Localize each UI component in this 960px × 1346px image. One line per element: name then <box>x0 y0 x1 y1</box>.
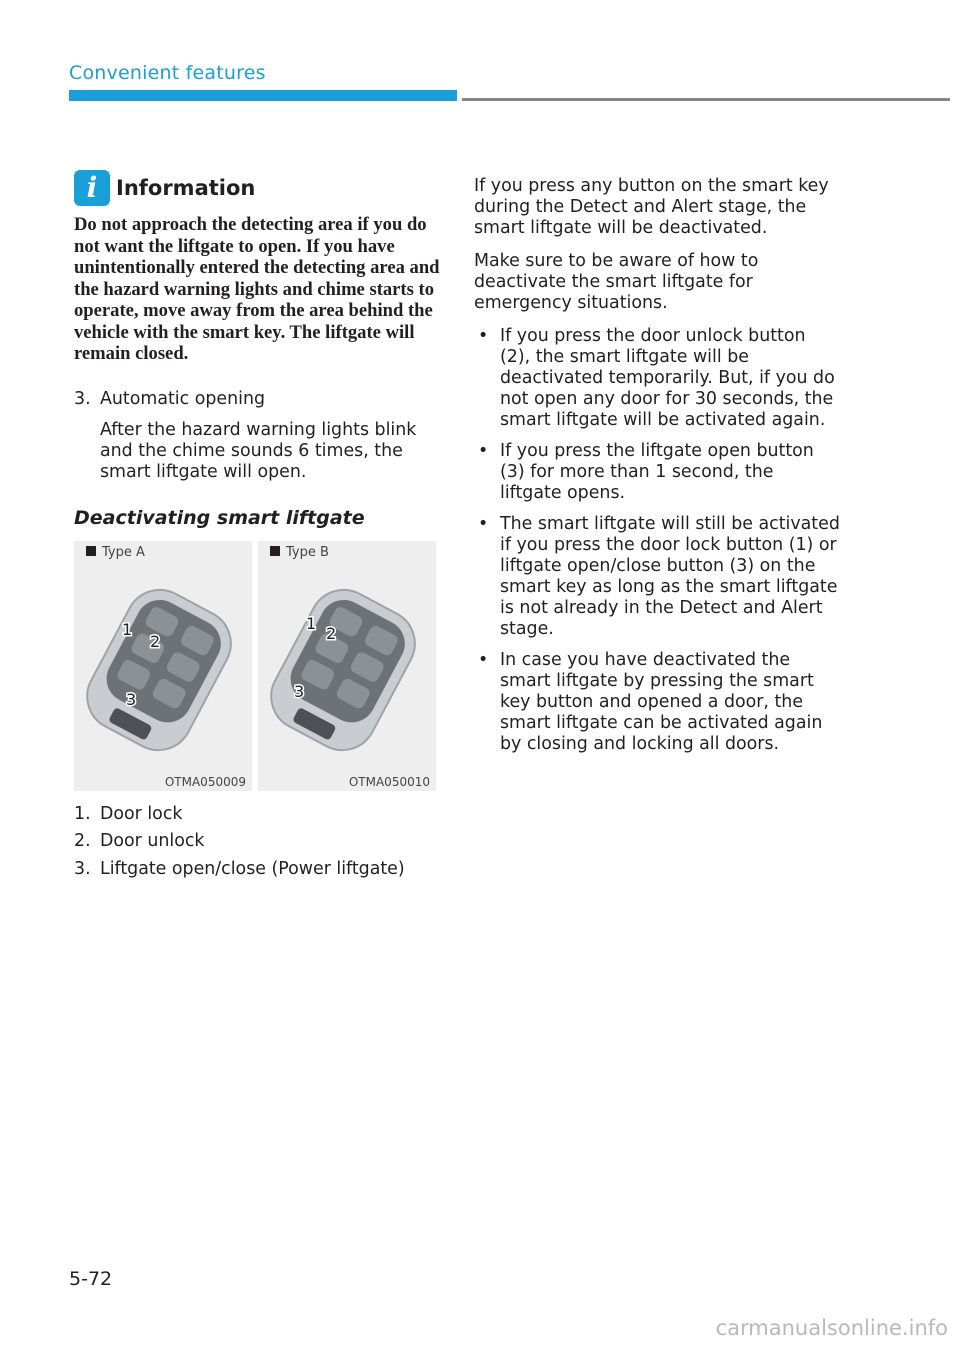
left-column <box>74 166 440 883</box>
section-header-title: Convenient features <box>69 62 266 84</box>
bullet-item: • If you press the liftgate open button (3) for more than 1 second, the liftgate opens. <box>478 441 814 503</box>
header-rule-blue <box>69 90 457 101</box>
bullet-list <box>474 326 840 755</box>
watermark: carmanualsonline.info <box>715 1316 948 1340</box>
figure-label: Type A <box>86 545 145 560</box>
step-3-description: After the hazard warning lights blink and the chime sounds 6 times, the smart liftgate will open. <box>100 419 417 482</box>
legend-item: 2. Door unlock <box>74 831 205 851</box>
button-legend <box>74 801 440 884</box>
smart-key-illustration <box>74 567 252 777</box>
square-bullet-icon <box>270 546 280 556</box>
page-number: 5-72 <box>69 1268 113 1290</box>
callout-3: 3 <box>294 681 305 701</box>
step-number: 3. <box>74 388 91 409</box>
callout-3: 3 <box>126 689 137 709</box>
step-label: Automatic opening <box>100 388 266 409</box>
bullet-icon: • <box>478 650 489 670</box>
bullet-icon: • <box>478 441 489 461</box>
callout-2: 2 <box>150 631 161 651</box>
bullet-item: • If you press the door unlock button (2), the smart liftgate will be deactivated temporarily. But, if you do not open any door for 30 seconds, the smart liftgate will be activated again. <box>478 326 835 430</box>
figure-type-b <box>258 541 436 791</box>
info-body: Do not approach the detecting area if you do not want the liftgate to open. If you have unintentionally entered the detecting area and the hazard warning lights and chime starts to operate, move away from the area behind the vehicle with the smart key. The liftgate will remain closed. <box>74 214 440 364</box>
figures-row <box>74 541 440 791</box>
figure-code: OTMA050009 <box>164 774 246 789</box>
bullet-item: • In case you have deactivated the smart liftgate by pressing the smart key button and opened a door, the smart liftgate can be activated again by closing and locking all doors. <box>478 650 823 754</box>
info-box <box>74 166 440 365</box>
callout-1: 1 <box>122 619 133 639</box>
figure-code: OTMA050010 <box>348 774 430 789</box>
bullet-item: • The smart liftgate will still be activated if you press the door lock button (1) or liftgate open/close button (3) on the smart key as long as the smart liftgate is not already in the Detect and Alert stage. <box>478 514 840 639</box>
square-bullet-icon <box>86 546 96 556</box>
information-icon: i <box>74 170 110 206</box>
info-header <box>74 166 440 210</box>
callout-1: 1 <box>306 613 317 633</box>
smart-key-illustration <box>258 567 436 777</box>
figure-label: Type B <box>270 545 329 560</box>
figure-type-a <box>74 541 252 791</box>
paragraph: If you press any button on the smart key during the Detect and Alert stage, the smart liftgate will be deactivated. <box>474 176 829 238</box>
header-rule-grey <box>462 98 950 101</box>
callout-2: 2 <box>326 623 337 643</box>
paragraph: Make sure to be aware of how to deactivate the smart liftgate for emergency situations. <box>474 251 759 313</box>
legend-item: 1. Door lock <box>74 803 183 824</box>
bullet-icon: • <box>478 514 489 534</box>
info-title: Information <box>116 176 256 200</box>
right-column <box>474 176 840 765</box>
section-title: Deactivating smart liftgate <box>74 506 365 529</box>
bullet-icon: • <box>478 326 489 346</box>
legend-item: 3. Liftgate open/close (Power liftgate) <box>74 858 405 879</box>
step-3 <box>74 389 440 410</box>
